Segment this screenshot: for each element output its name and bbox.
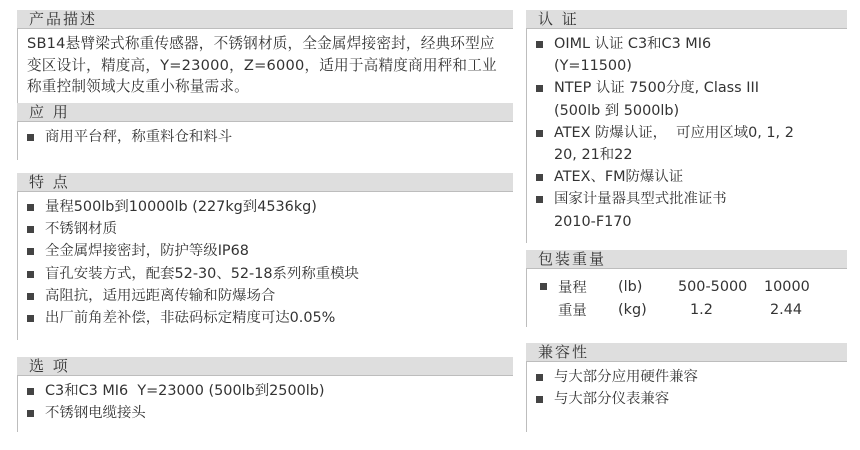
application-body <box>17 122 513 160</box>
bullet-icon <box>27 293 34 300</box>
list-item-text: 高阻抗，适用远距离传输和防爆场合 <box>45 287 276 304</box>
bullet-icon <box>536 174 543 181</box>
row-label: 量程 <box>558 280 587 296</box>
options-section <box>17 357 513 432</box>
packaging-weight-body <box>526 269 847 327</box>
list-item-text: ATEX、FM防爆认证 <box>554 169 684 186</box>
bullet-icon <box>536 196 543 203</box>
bullet-icon <box>536 130 543 137</box>
list-item-text: OIML 认证 C3和C3 MI6 (Y=11500) <box>554 36 712 75</box>
list-item-text: 不锈钢电缆接头 <box>45 405 146 422</box>
bullet-icon <box>27 226 34 233</box>
list-item <box>533 188 847 232</box>
packaging-weight-header: 包装重量 <box>526 250 847 269</box>
bullet-icon <box>27 204 34 211</box>
list-item-text: 量程500lb到10000lb (227kg到4536kg) <box>45 199 317 215</box>
list-item <box>533 166 847 188</box>
compatibility-header: 兼容性 <box>526 343 847 362</box>
bullet-icon <box>536 396 543 403</box>
row-value: 500-5000 <box>678 278 748 295</box>
row-unit: (lb) <box>618 278 643 295</box>
certification-section <box>526 10 847 243</box>
list-item <box>533 388 847 410</box>
compatibility-list <box>527 362 847 410</box>
list-item <box>24 263 513 285</box>
list-item-text: 出厂前角差补偿，非砝码标定精度可达0.05% <box>45 310 336 327</box>
application-list <box>18 122 513 148</box>
packaging-weight-table <box>527 269 847 321</box>
list-item-text: 国家计量器具型式批准证书 2010-F170 <box>554 191 727 230</box>
list-item <box>24 380 513 402</box>
bullet-icon <box>536 374 543 381</box>
features-body <box>17 192 513 340</box>
certification-list <box>527 29 847 233</box>
bullet-icon <box>27 410 34 417</box>
row-value: 10000 <box>764 278 810 295</box>
list-item <box>24 240 513 262</box>
table-row <box>537 275 847 298</box>
table-row <box>537 298 847 321</box>
options-body <box>17 376 513 432</box>
certification-body <box>526 29 847 243</box>
application-section <box>17 103 513 160</box>
bullet-icon <box>27 388 34 395</box>
certification-header: 认 证 <box>526 10 847 29</box>
features-header: 特 点 <box>17 173 513 192</box>
list-item-text: 盲孔安装方式，配套52-30、52-18系列称重模块 <box>45 265 359 282</box>
product-description-text: SB14悬臂梁式称重传感器，不锈钢材质，全金属焊接密封，经典环型应变区设计，精度高，Y=23000，Z=6000，适用于高精度商用秤和工业称重控制领域大皮重小称量需求。 <box>27 35 497 95</box>
row-unit: (kg) <box>618 301 647 318</box>
features-section <box>17 173 513 340</box>
bullet-icon <box>540 283 547 290</box>
bullet-icon <box>536 85 543 92</box>
options-list <box>18 376 513 424</box>
compatibility-body <box>526 362 847 432</box>
compatibility-section <box>526 343 847 432</box>
list-item-text: NTEP 认证 7500分度, Class III (500lb 到 5000lb) <box>554 80 759 119</box>
options-header: 选 项 <box>17 357 513 376</box>
list-item <box>24 218 513 240</box>
bullet-icon <box>27 315 34 322</box>
row-label: 重量 <box>558 303 587 319</box>
list-item <box>533 77 847 121</box>
list-item-text: 与大部分应用硬件兼容 <box>554 369 698 385</box>
application-header: 应 用 <box>17 103 513 122</box>
row-value: 1.2 <box>690 301 713 318</box>
product-description-section <box>17 10 513 105</box>
list-item <box>24 307 513 329</box>
features-list <box>18 192 513 329</box>
list-item-text: 全金属焊接密封，防护等级IP68 <box>45 243 249 260</box>
list-item <box>533 33 847 77</box>
row-value: 2.44 <box>770 301 803 318</box>
packaging-weight-section <box>526 250 847 327</box>
product-description-body <box>17 29 513 105</box>
list-item-text: ATEX 防爆认证， 可应用区域0, 1, 2 20, 21和22 <box>554 124 794 164</box>
list-item-text: 与大部分仪表兼容 <box>554 391 670 408</box>
list-item <box>533 122 847 166</box>
list-item <box>533 366 847 388</box>
bullet-icon <box>27 134 34 141</box>
product-description-header: 产品描述 <box>17 10 513 29</box>
list-item-text: 不锈钢材质 <box>45 221 117 238</box>
bullet-icon <box>27 248 34 255</box>
bullet-icon <box>27 271 34 278</box>
list-item-text: C3和C3 MI6 Y=23000 (500lb到2500lb) <box>45 383 325 399</box>
list-item-text: 商用平台秤，称重料仓和料斗 <box>45 129 233 145</box>
list-item <box>24 402 513 424</box>
list-item <box>24 285 513 307</box>
list-item <box>24 126 513 148</box>
bullet-icon <box>536 41 543 48</box>
list-item <box>24 196 513 218</box>
